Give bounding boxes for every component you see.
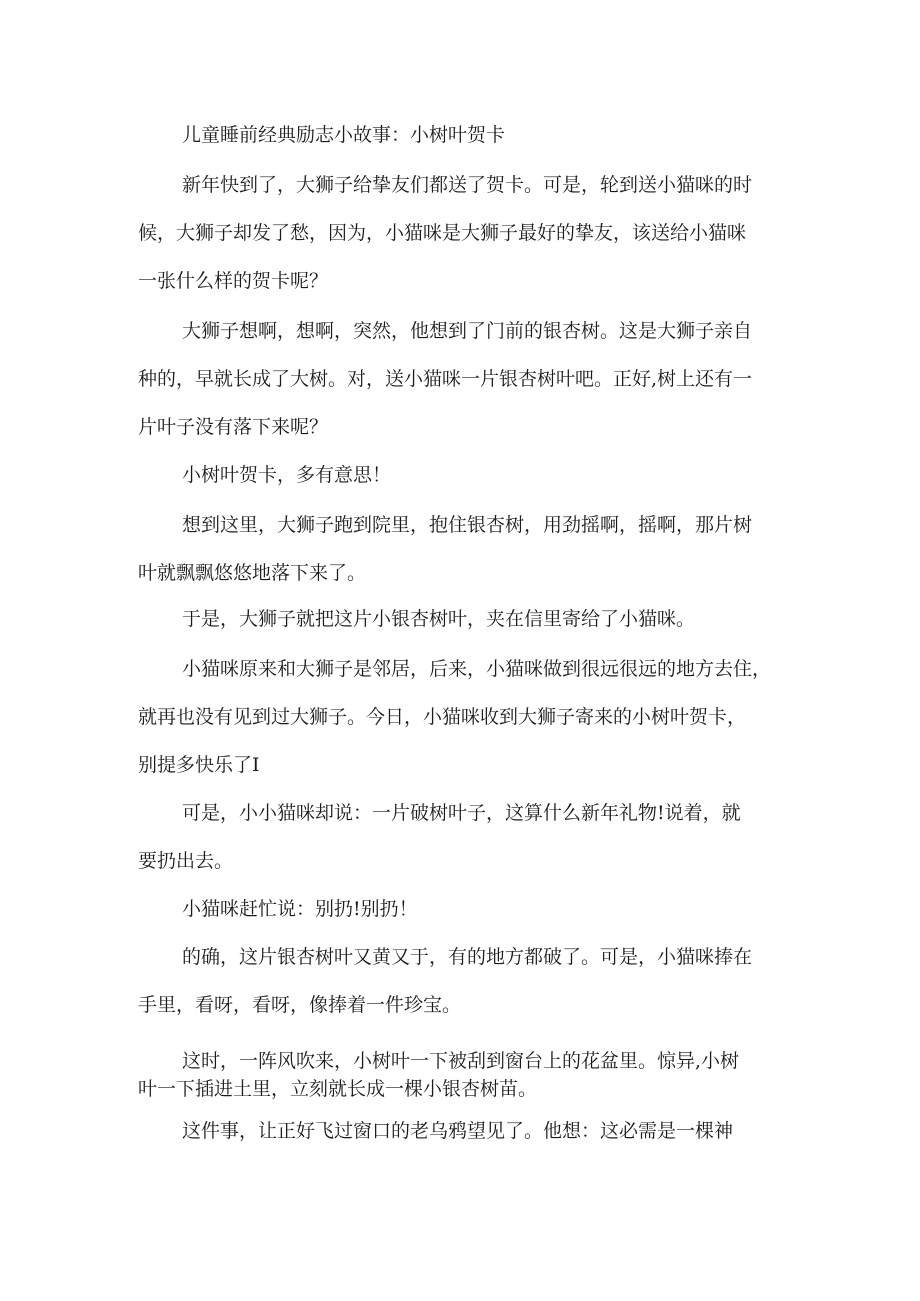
paragraph-line: 候，大狮子却发了愁，因为，小猫咪是大狮子最好的挚友，该送给小猫咪	[138, 222, 747, 244]
paragraph-line: 想到这里，大狮子跑到院里，抱住银杏树，用劲摇啊，摇啊，那片树	[182, 514, 753, 536]
paragraph-line: 别提多快乐了I	[138, 754, 260, 776]
paragraph-line: 大狮子想啊，想啊，突然，他想到了门前的银杏树。这是大狮子亲自	[182, 320, 753, 342]
paragraph-line: 手里，看呀，看呀，像捧着一件珍宝。	[138, 994, 462, 1016]
paragraph-line: 就再也没有见到过大狮子。今日，小猫咪收到大狮子寄来的小树叶贺卡，	[138, 706, 747, 728]
paragraph-line: 于是，大狮子就把这片小银杏树叶，夹在信里寄给了小猫咪。	[182, 608, 696, 630]
paragraph-line: 片叶子没有落下来呢？	[138, 416, 329, 438]
paragraph-line: 小树叶贺卡，多有意思！	[182, 464, 392, 486]
paragraph-line: 一张什么样的贺卡呢？	[138, 270, 329, 292]
paragraph-line: 叶就飘飘悠悠地落下来了。	[138, 562, 367, 584]
paragraph-line: 这件事，让正好飞过窗口的老乌鸦望见了。他想：这必需是一棵神	[182, 1120, 734, 1142]
paragraph-line: 可是，小小猫咪却说：一片破树叶子，这算什么新年礼物!说着，就	[182, 802, 741, 824]
paragraph-line: 这时，一阵风吹来，小树叶一下被刮到窗台上的花盆里。惊异,小树	[182, 1050, 740, 1072]
paragraph-line: 要扔出去。	[138, 850, 234, 872]
title-text: 儿童睡前经典励志小故事：小树叶贺卡	[182, 124, 506, 146]
paragraph-line: 新年快到了，大狮子给挚友们都送了贺卡。可是，轮到送小猫咪的时	[182, 174, 753, 196]
paragraph-line: 小猫咪赶忙说：别扔!别扔！	[182, 898, 418, 920]
paragraph-line: 叶一下插进土里，立刻就长成一棵小银杏树苗。	[138, 1078, 538, 1100]
paragraph-line: 小猫咪原来和大狮子是邻居，后来，小猫咪做到很远很远的地方去住，	[182, 658, 772, 680]
paragraph-line: 的确，这片银杏树叶又黄又于，有的地方都破了。可是，小猫咪捧在	[182, 946, 753, 968]
paragraph-line: 种的，早就长成了大树。对，送小猫咪一片银杏树叶吧。正好,树上还有一	[138, 368, 753, 390]
